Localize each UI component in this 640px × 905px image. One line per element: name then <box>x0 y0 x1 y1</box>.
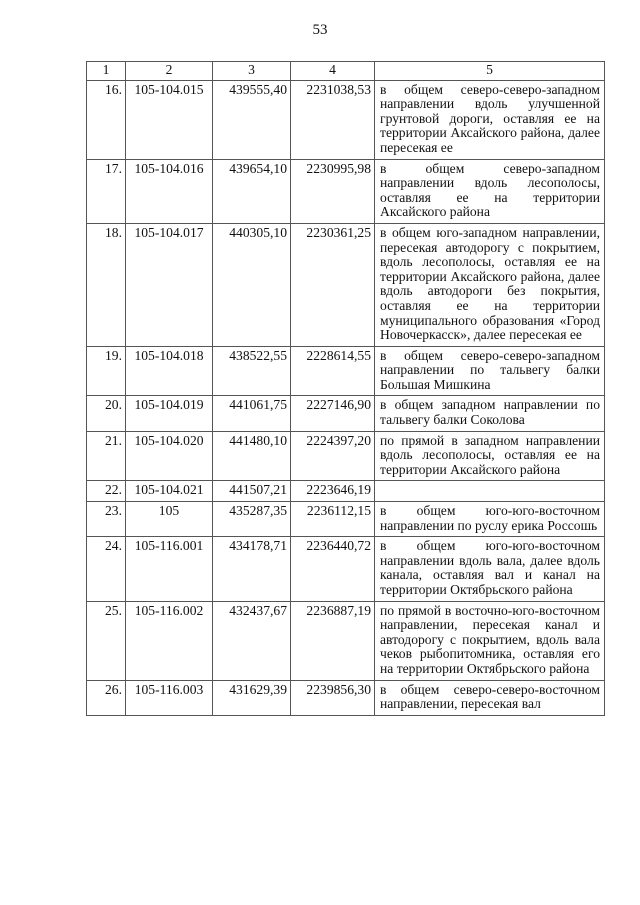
boundary-description: в общем западном направлении по тальвегу балки Соколова <box>375 396 605 431</box>
boundary-description: в общем северо-северо-западном направлении вдоль улучшенной грунтовой дороги, оставляя ее на территории Аксайского района, далее пересекая ее <box>375 80 605 159</box>
row-number: 17. <box>87 159 126 223</box>
table-row <box>87 431 605 481</box>
coordinate-x: 441061,75 <box>213 396 291 431</box>
row-number: 23. <box>87 502 126 537</box>
coordinate-y: 2231038,53 <box>291 80 375 159</box>
table-row <box>87 680 605 715</box>
coordinate-x: 432437,67 <box>213 601 291 680</box>
coordinate-x: 435287,35 <box>213 502 291 537</box>
point-code: 105-104.020 <box>126 431 213 481</box>
table-row <box>87 481 605 502</box>
coordinate-x: 434178,71 <box>213 537 291 601</box>
coordinate-x: 440305,10 <box>213 223 291 346</box>
boundary-description: в общем юго-западном направлении, пересекая автодорогу с покрытием, вдоль лесополосы, оставляя ее на территории Аксайского района, далее вдоль автодороги без покрытия, оставляя ее на территории муниципального образования «Город Новочеркасск», далее пересекая ее <box>375 223 605 346</box>
header-col-1: 1 <box>87 62 126 81</box>
coordinate-y: 2230361,25 <box>291 223 375 346</box>
page-number: 53 <box>312 22 328 38</box>
coordinate-y: 2228614,55 <box>291 346 375 396</box>
point-code: 105-116.002 <box>126 601 213 680</box>
boundary-description: в общем юго-юго-восточном направлении по руслу ерика Россошь <box>375 502 605 537</box>
row-number: 26. <box>87 680 126 715</box>
table-row <box>87 396 605 431</box>
point-code: 105-104.015 <box>126 80 213 159</box>
boundary-description: в общем северо-западном направлении вдоль лесополосы, оставляя ее на территории Аксайского района <box>375 159 605 223</box>
table-row <box>87 601 605 680</box>
header-col-4: 4 <box>291 62 375 81</box>
row-number: 20. <box>87 396 126 431</box>
point-code: 105-104.016 <box>126 159 213 223</box>
point-code: 105-104.019 <box>126 396 213 431</box>
coordinate-x: 439654,10 <box>213 159 291 223</box>
table-row <box>87 223 605 346</box>
point-code: 105-104.021 <box>126 481 213 502</box>
row-number: 25. <box>87 601 126 680</box>
boundary-description <box>375 481 605 502</box>
coordinate-x: 441480,10 <box>213 431 291 481</box>
coordinate-y: 2224397,20 <box>291 431 375 481</box>
point-code: 105-104.017 <box>126 223 213 346</box>
row-number: 18. <box>87 223 126 346</box>
row-number: 22. <box>87 481 126 502</box>
table-row <box>87 537 605 601</box>
coordinate-y: 2236112,15 <box>291 502 375 537</box>
coordinate-y: 2230995,98 <box>291 159 375 223</box>
coordinate-y: 2236887,19 <box>291 601 375 680</box>
row-number: 21. <box>87 431 126 481</box>
boundary-description: по прямой в восточно-юго-восточном направлении, пересекая канал и автодорогу с покрытием, вдоль вала чеков рыбопитомника, оставляя его на территории Октябрьского района <box>375 601 605 680</box>
row-number: 24. <box>87 537 126 601</box>
boundary-description: в общем северо-северо-восточном направлении, пересекая вал <box>375 680 605 715</box>
boundary-description: в общем северо-северо-западном направлении по тальвегу балки Большая Мишкина <box>375 346 605 396</box>
coordinate-x: 431629,39 <box>213 680 291 715</box>
coordinate-y: 2239856,30 <box>291 680 375 715</box>
coordinate-x: 441507,21 <box>213 481 291 502</box>
table-row <box>87 502 605 537</box>
row-number: 19. <box>87 346 126 396</box>
header-col-2: 2 <box>126 62 213 81</box>
coordinate-y: 2223646,19 <box>291 481 375 502</box>
point-code: 105-116.003 <box>126 680 213 715</box>
header-col-5: 5 <box>375 62 605 81</box>
boundary-description: в общем юго-юго-восточном направлении вдоль вала, далее вдоль канала, оставляя вал и канал на территории Октябрьского района <box>375 537 605 601</box>
table-row <box>87 159 605 223</box>
boundary-description: по прямой в западном направлении вдоль лесополосы, оставляя ее на территории Аксайского района <box>375 431 605 481</box>
table-row <box>87 80 605 159</box>
table-header-row <box>87 62 605 81</box>
point-code: 105 <box>126 502 213 537</box>
coordinate-x: 438522,55 <box>213 346 291 396</box>
boundary-table <box>86 61 605 716</box>
coordinate-y: 2236440,72 <box>291 537 375 601</box>
coordinate-x: 439555,40 <box>213 80 291 159</box>
header-col-3: 3 <box>213 62 291 81</box>
point-code: 105-104.018 <box>126 346 213 396</box>
point-code: 105-116.001 <box>126 537 213 601</box>
table-row <box>87 346 605 396</box>
row-number: 16. <box>87 80 126 159</box>
coordinate-y: 2227146,90 <box>291 396 375 431</box>
